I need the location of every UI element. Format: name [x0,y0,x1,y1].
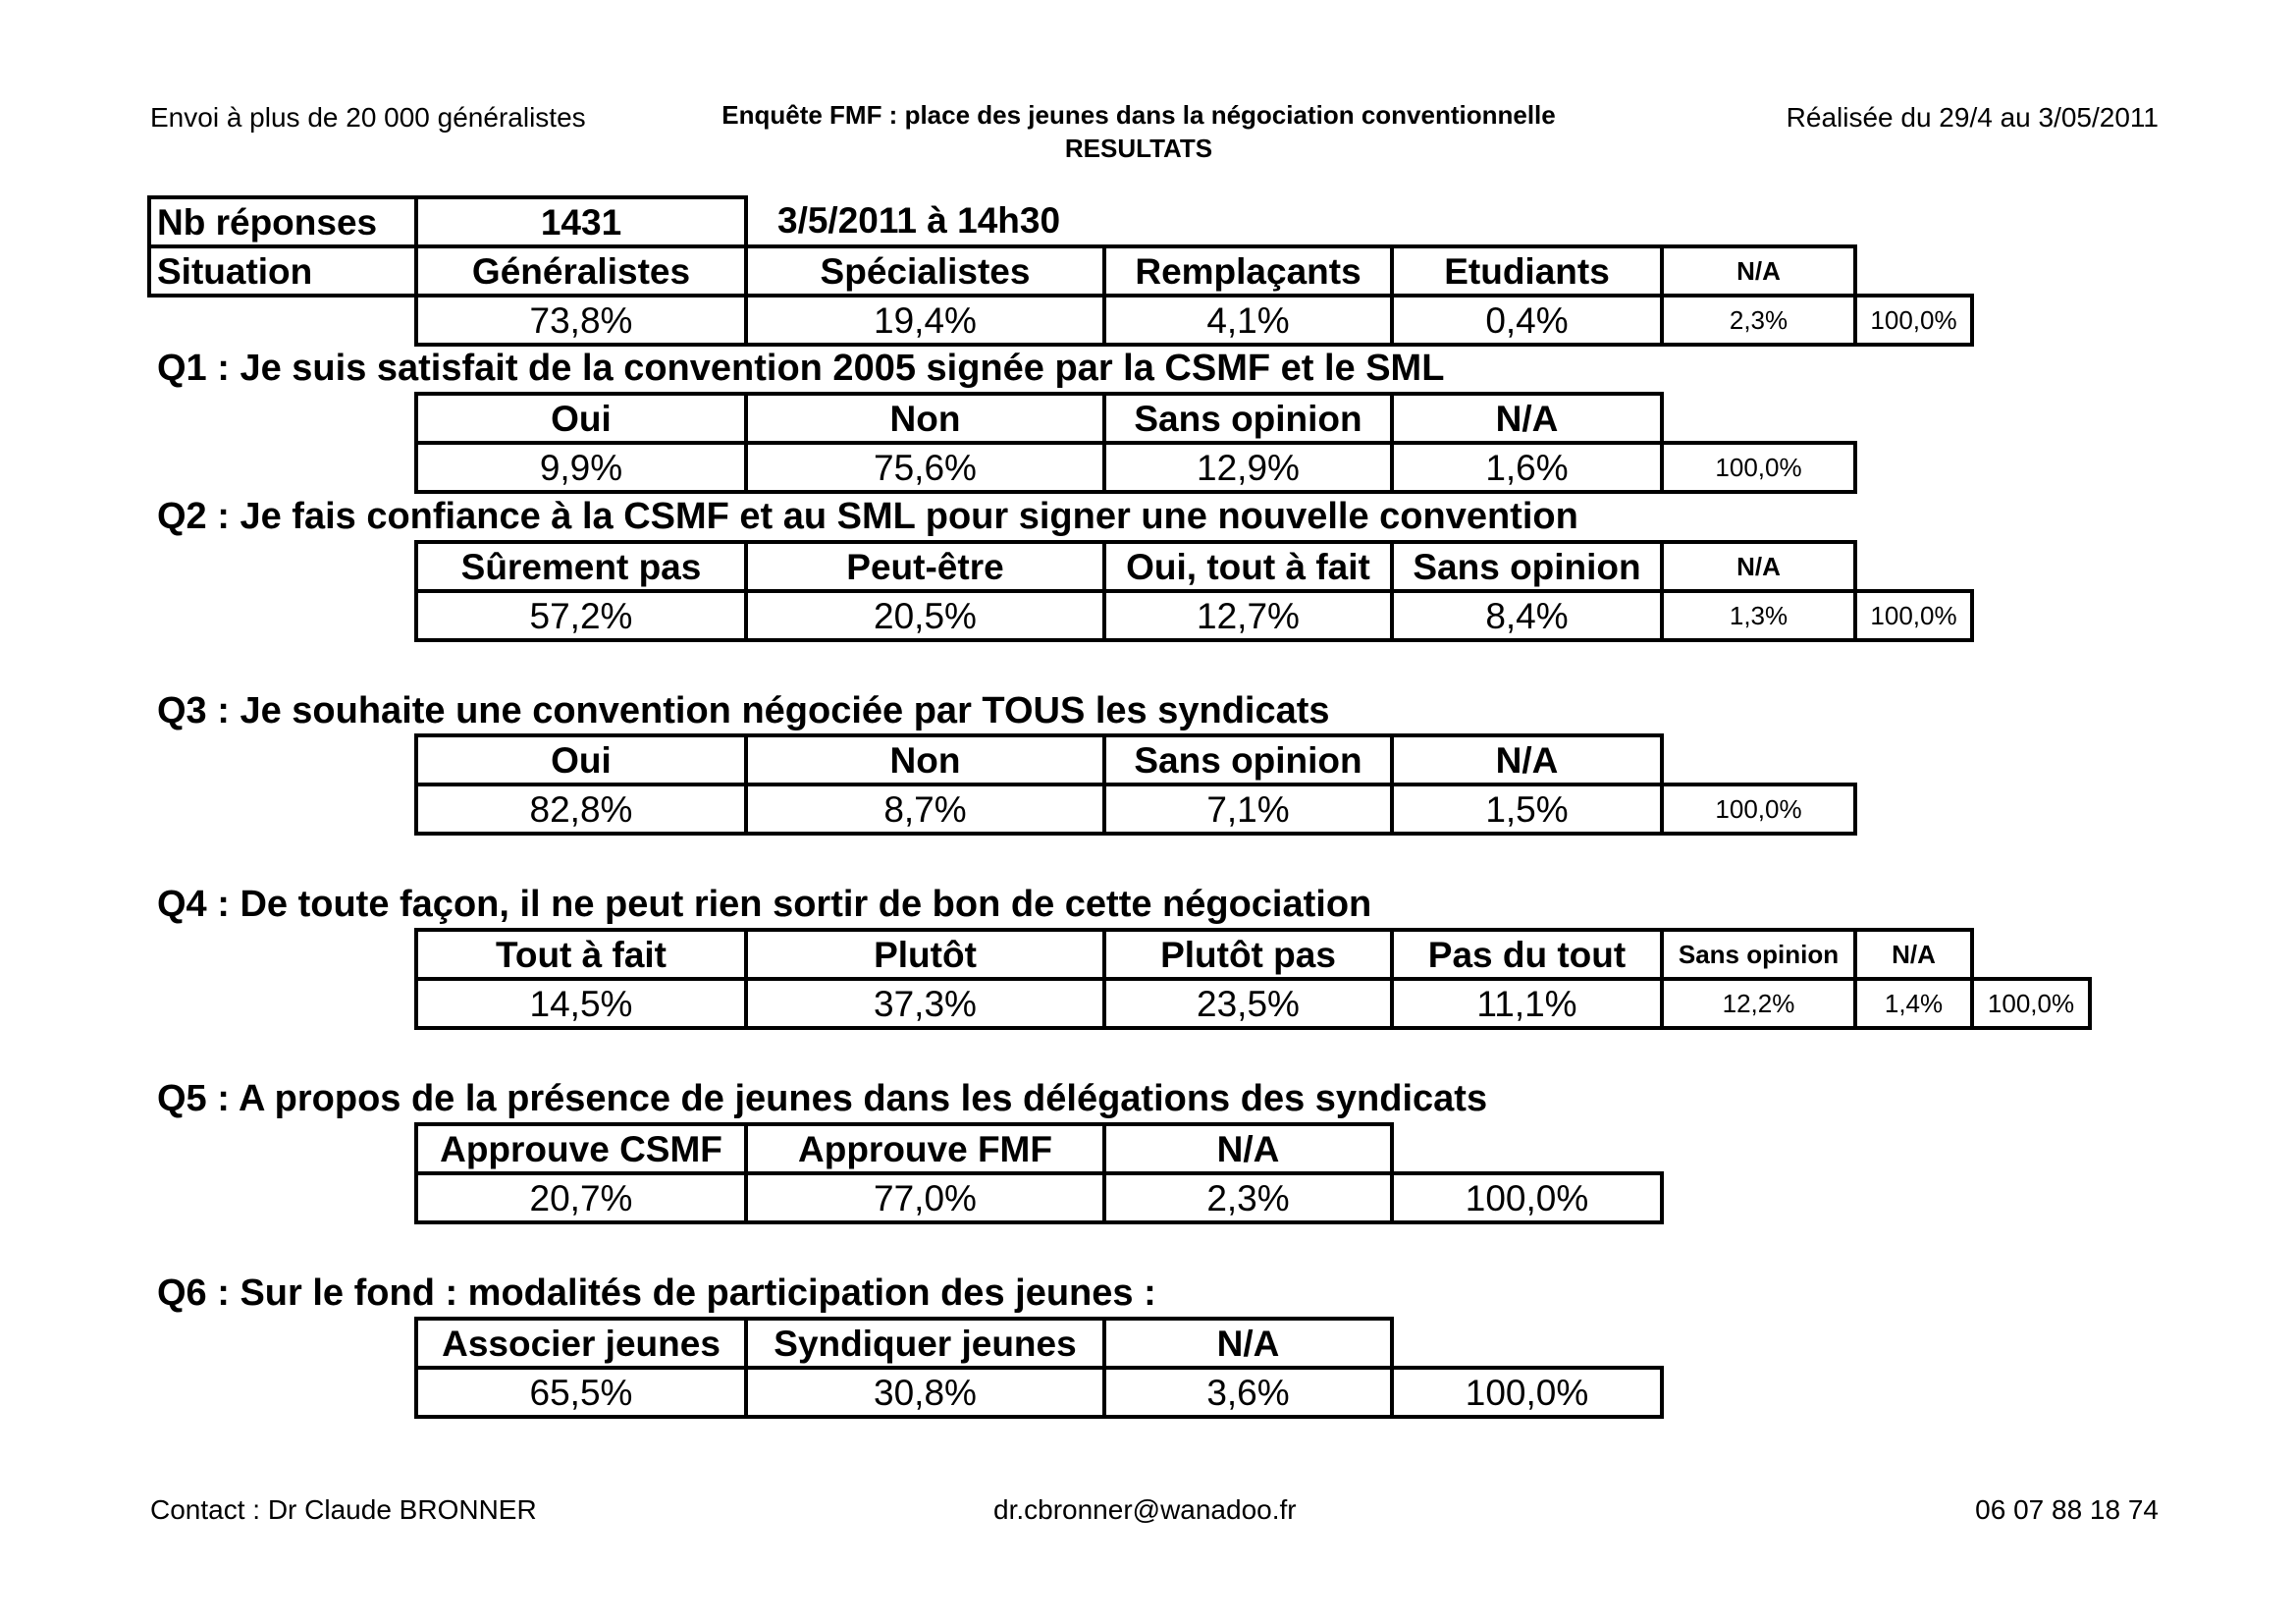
q1-header-sans-opinion: Sans opinion [1102,392,1394,445]
q4-value-sans-opinion: 12,2% [1660,977,1857,1030]
situation-value-na: 2,3% [1660,294,1857,347]
q4-header-plutot: Plutôt [744,928,1106,981]
q1-value-sans-opinion: 12,9% [1102,441,1394,494]
q4-header-tout-a-fait: Tout à fait [414,928,748,981]
q2-value-sans-opinion: 8,4% [1390,589,1664,642]
q6-total: 100,0% [1390,1366,1664,1419]
q6-value-associer-jeunes: 65,5% [414,1366,748,1419]
q1-value-na: 1,6% [1390,441,1664,494]
q5-header-approuve-csmf: Approuve CSMF [414,1122,748,1175]
q2-value-surement-pas: 57,2% [414,589,748,642]
document-title-block [628,98,1649,165]
q4-header-na: N/A [1853,928,1974,981]
q6-value-syndiquer-jeunes: 30,8% [744,1366,1106,1419]
document-title: Enquête FMF : place des jeunes dans la négociation conventionnelle [721,100,1556,130]
q6-header-associer-jeunes: Associer jeunes [414,1317,748,1370]
q2-header-peut-etre: Peut-être [744,540,1106,593]
q4-header-sans-opinion: Sans opinion [1660,928,1857,981]
q5-value-approuve-csmf: 20,7% [414,1171,748,1224]
q2-header-surement-pas: Sûrement pas [414,540,748,593]
q2-value-oui-tout-a-fait: 12,7% [1102,589,1394,642]
q4-title: Q4 : De toute façon, il ne peut rien sortir de bon de cette négociation [157,884,1372,925]
footer-contact: Contact : Dr Claude BRONNER [150,1494,537,1525]
situation-header-generalistes: Généralistes [414,244,748,298]
nb-reponses-label: Nb réponses [147,195,418,248]
q3-header-na: N/A [1390,733,1664,786]
situation-header-na: N/A [1660,244,1857,298]
q3-value-na: 1,5% [1390,783,1664,836]
q2-header-oui-tout-a-fait: Oui, tout à fait [1102,540,1394,593]
situation-value-remplacants: 4,1% [1102,294,1394,347]
q4-value-na: 1,4% [1853,977,1974,1030]
situation-value-etudiants: 0,4% [1390,294,1664,347]
q5-value-approuve-fmf: 77,0% [744,1171,1106,1224]
nb-reponses-value: 1431 [414,195,748,248]
q4-total: 100,0% [1970,977,2092,1030]
q1-header-oui: Oui [414,392,748,445]
situation-value-generalistes: 73,8% [414,294,748,347]
q6-value-na: 3,6% [1102,1366,1394,1419]
situation-header-specialistes: Spécialistes [744,244,1106,298]
q6-header-syndiquer-jeunes: Syndiquer jeunes [744,1317,1106,1370]
q1-title: Q1 : Je suis satisfait de la convention 2005 signée par la CSMF et le SML [157,348,1445,389]
header-right-text: Réalisée du 29/4 au 3/05/2011 [1786,102,2159,133]
q4-value-plutot-pas: 23,5% [1102,977,1394,1030]
document-subtitle: RESULTATS [1064,134,1213,163]
q3-value-sans-opinion: 7,1% [1102,783,1394,836]
q3-value-non: 8,7% [744,783,1106,836]
q3-value-oui: 82,8% [414,783,748,836]
q1-header-non: Non [744,392,1106,445]
q1-value-oui: 9,9% [414,441,748,494]
q2-title: Q2 : Je fais confiance à la CSMF et au SML pour signer une nouvelle convention [157,496,1578,537]
situation-label: Situation [147,244,418,298]
footer-phone: 06 07 88 18 74 [1975,1494,2159,1525]
q5-value-na: 2,3% [1102,1171,1394,1224]
q3-total: 100,0% [1660,783,1857,836]
header-left-text: Envoi à plus de 20 000 généralistes [150,102,586,133]
situation-value-specialistes: 19,4% [744,294,1106,347]
q2-total: 100,0% [1853,589,1974,642]
q3-header-sans-opinion: Sans opinion [1102,733,1394,786]
q4-header-plutot-pas: Plutôt pas [1102,928,1394,981]
q3-title: Q3 : Je souhaite une convention négociée par TOUS les syndicats [157,690,1330,731]
q2-value-na: 1,3% [1660,589,1857,642]
q3-header-non: Non [744,733,1106,786]
q2-header-na: N/A [1660,540,1857,593]
q5-header-approuve-fmf: Approuve FMF [744,1122,1106,1175]
q4-value-tout-a-fait: 14,5% [414,977,748,1030]
q6-header-na: N/A [1102,1317,1394,1370]
q2-value-peut-etre: 20,5% [744,589,1106,642]
q2-header-sans-opinion: Sans opinion [1390,540,1664,593]
q1-header-na: N/A [1390,392,1664,445]
footer-email: dr.cbronner@wanadoo.fr [993,1494,1297,1525]
response-date: 3/5/2011 à 14h30 [777,200,1061,241]
q5-header-na: N/A [1102,1122,1394,1175]
q5-total: 100,0% [1390,1171,1664,1224]
q4-value-pas-du-tout: 11,1% [1390,977,1664,1030]
q1-value-non: 75,6% [744,441,1106,494]
situation-header-etudiants: Etudiants [1390,244,1664,298]
q6-title: Q6 : Sur le fond : modalités de participation des jeunes : [157,1272,1156,1314]
situation-total: 100,0% [1853,294,1974,347]
q4-header-pas-du-tout: Pas du tout [1390,928,1664,981]
q5-title: Q5 : A propos de la présence de jeunes dans les délégations des syndicats [157,1078,1488,1119]
q4-value-plutot: 37,3% [744,977,1106,1030]
q1-total: 100,0% [1660,441,1857,494]
situation-header-remplacants: Remplaçants [1102,244,1394,298]
q3-header-oui: Oui [414,733,748,786]
